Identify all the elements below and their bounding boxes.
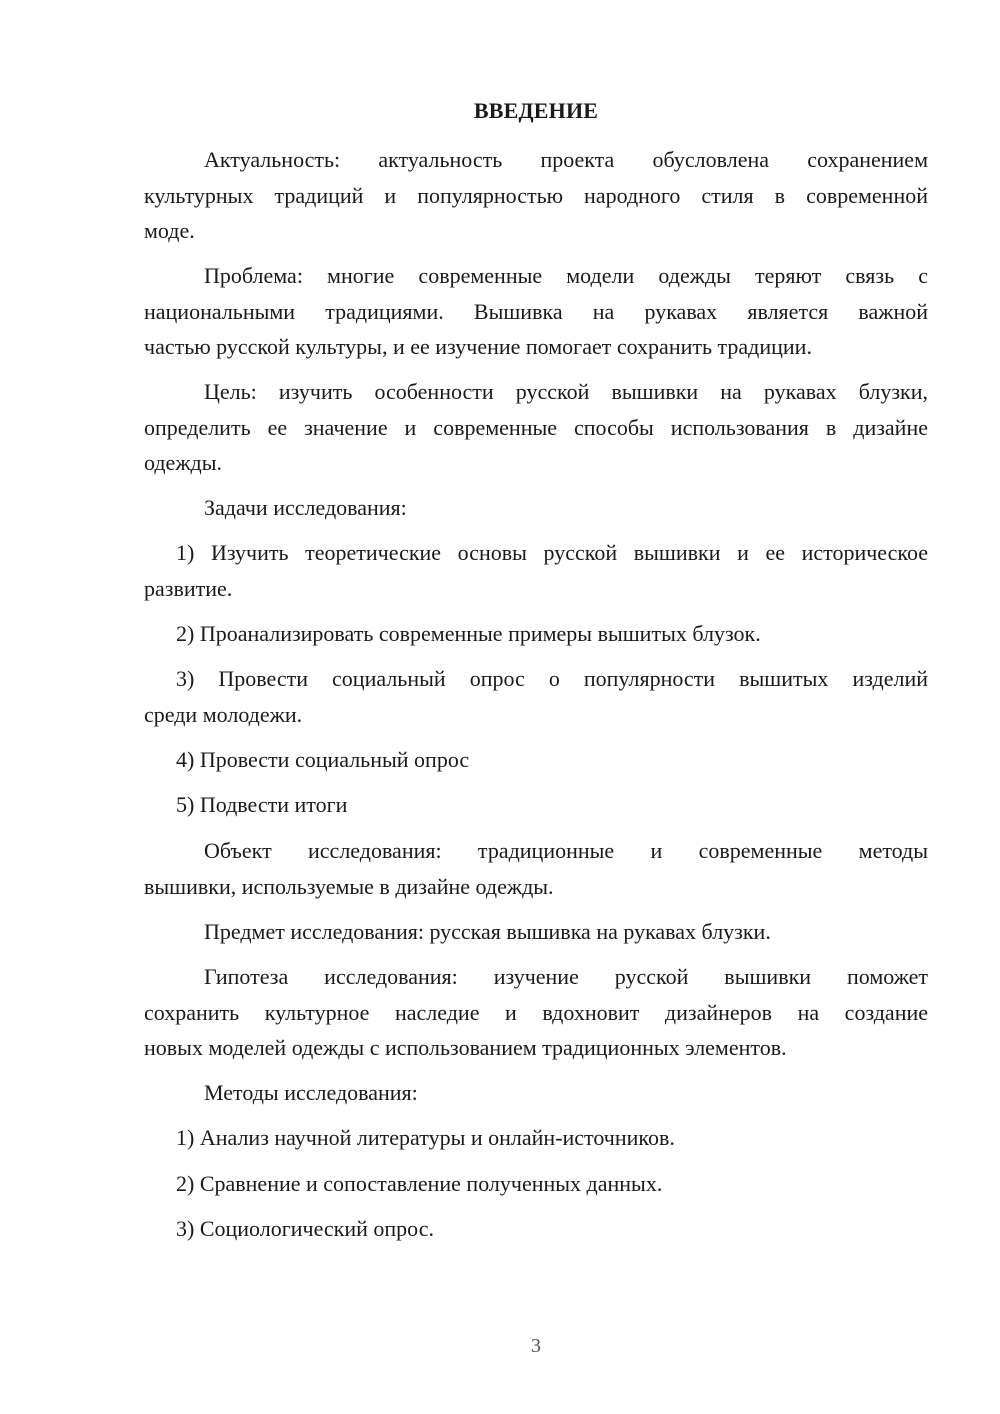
page-title: ВВЕДЕНИЕ — [473, 98, 599, 123]
list-item-line: среди молодежи. — [144, 701, 303, 727]
list-item-line: 1) Анализ научной литературы и онлайн-источников. — [176, 1125, 675, 1150]
list-item-line: 3) Провести социальный опрос о популярности вышитых изделий — [176, 666, 928, 691]
paragraph-line: Актуальность: актуальность проекта обусловлена сохранением — [204, 147, 928, 172]
section-heading: Методы исследования: — [204, 1080, 418, 1105]
list-item-line: 3) Социологический опрос. — [176, 1216, 434, 1241]
method-item-2 — [144, 1166, 928, 1202]
task-item-1 — [144, 535, 928, 606]
paragraph-line: Объект исследования: традиционные и современные методы — [204, 838, 928, 863]
paragraph-line: одежды. — [144, 450, 222, 475]
list-item-line: 5) Подвести итоги — [176, 792, 348, 817]
section-heading: Задачи исследования: — [204, 495, 407, 520]
paragraph-line: частью русской культуры, и ее изучение помогает сохранить традиции. — [144, 334, 812, 359]
paragraph-line: определить ее значение и современные способы использования в дизайне — [144, 414, 928, 440]
paragraph-line: вышивки, используемые в дизайне одежды. — [144, 873, 554, 899]
hypothesis-paragraph — [144, 959, 928, 1066]
goal-paragraph — [144, 374, 928, 481]
paragraph-line: национальными традициями. Вышивка на рукавах является важной — [144, 298, 928, 324]
method-item-3 — [144, 1211, 928, 1247]
list-item-line: 2) Сравнение и сопоставление полученных данных. — [176, 1171, 663, 1196]
paragraph-line: Предмет исследования: русская вышивка на рукавах блузки. — [204, 919, 771, 944]
paragraph-line: Гипотеза исследования: изучение русской вышивки поможет — [204, 964, 928, 989]
list-item-line: 1) Изучить теоретические основы русской вышивки и ее историческое — [176, 540, 928, 565]
relevance-paragraph — [144, 142, 928, 249]
list-item-line: 4) Провести социальный опрос — [176, 747, 470, 772]
problem-paragraph — [144, 258, 928, 365]
subject-paragraph — [144, 914, 928, 950]
task-item-3 — [144, 661, 928, 732]
tasks-heading — [144, 490, 928, 526]
page-number: 3 — [531, 1335, 541, 1357]
methods-heading — [144, 1075, 928, 1111]
paragraph-line: моде. — [144, 218, 195, 243]
paragraph-line: новых моделей одежды с использованием традиционных элементов. — [144, 1035, 787, 1060]
paragraph-line: сохранить культурное наследие и вдохновит дизайнеров на создание — [144, 999, 928, 1025]
task-item-2 — [144, 616, 928, 652]
paragraph-line: Проблема: многие современные модели одежды теряют связь с — [204, 263, 928, 288]
paragraph-line: Цель: изучить особенности русской вышивки на рукавах блузки, — [204, 379, 928, 404]
method-item-1 — [144, 1120, 928, 1156]
list-item-line: 2) Проанализировать современные примеры вышитых блузок. — [176, 621, 761, 646]
task-item-5 — [144, 787, 928, 823]
list-item-line: развитие. — [144, 575, 233, 601]
object-paragraph — [144, 833, 928, 904]
task-item-4 — [144, 742, 928, 778]
paragraph-line: культурных традиций и популярностью народного стиля в современной — [144, 182, 928, 208]
